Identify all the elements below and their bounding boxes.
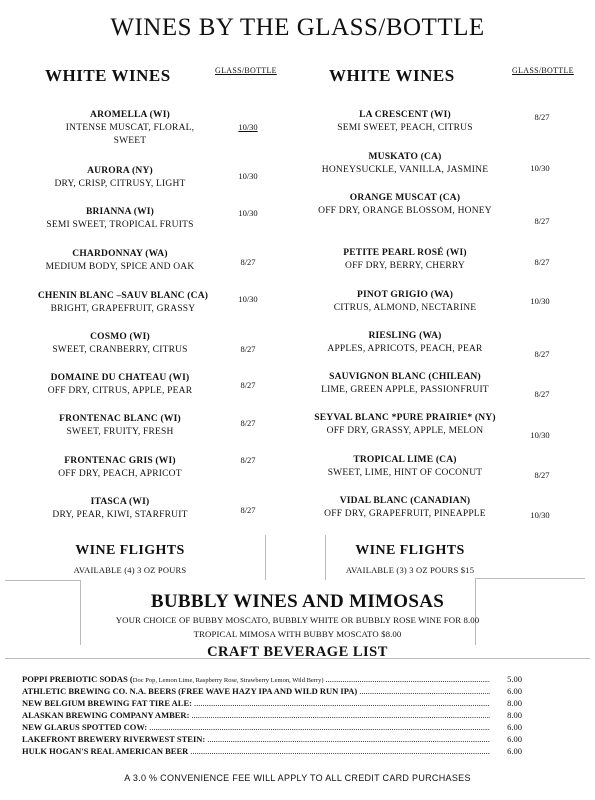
wine-description: OFF DRY, PEACH, APRICOT (58, 469, 182, 479)
wine-name: AROMELLA (WI) (90, 110, 170, 120)
wine-description: OFF DRY, GRASSY, APPLE, MELON (326, 426, 484, 436)
wine-price: 8/27 (534, 389, 550, 399)
wine-price: 10/30 (238, 122, 258, 132)
leader-dots (194, 698, 490, 710)
wine-item (290, 495, 520, 521)
beverage-price: 6.00 (507, 722, 522, 732)
beverage-price: 5.00 (507, 674, 522, 684)
beverage-price: 6.00 (507, 746, 522, 756)
wine-description: HONEYSUCKLE, VANILLA, JASMINE (321, 165, 489, 175)
right-flight-description: AVAILABLE (3) 3 OZ POURS $15 (345, 565, 475, 575)
wine-description: SEMI SWEET, PEACH, CITRUS (337, 123, 473, 133)
wine-description: APPLES, APRICOTS, PEACH, PEAR (327, 344, 483, 354)
wine-price: 10/30 (238, 171, 258, 181)
wine-price: 8/27 (240, 418, 256, 428)
wine-name: CHENIN BLANC –SAUV BLANC (CA) (37, 291, 209, 301)
wine-price: 10/30 (238, 294, 258, 304)
bubbly-line-1: YOUR CHOICE OF BUBBY MOSCATO, BUBBLY WHITE OR BUBBLY ROSE WINE FOR 8.00 (115, 615, 480, 625)
left-flight-heading: WINE FLIGHTS (75, 543, 185, 558)
wine-item (5, 455, 235, 481)
wine-item (290, 109, 520, 135)
wine-price: 8/27 (240, 344, 256, 354)
wine-name: DOMAINE DU CHATEAU (WI) (50, 373, 190, 383)
wine-item (5, 165, 235, 191)
wine-item (0, 290, 246, 316)
wine-description: SWEET, FRUITY, FRESH (66, 427, 174, 437)
page-title: WINES BY THE GLASS/BOTTLE (110, 14, 485, 41)
beverage-name: POPPI PREBIOTIC SODAS ( (22, 674, 133, 684)
beverage-row (22, 698, 522, 710)
wine-name: TROPICAL LIME (CA) (353, 455, 457, 465)
wine-item (5, 413, 235, 439)
wine-name: VIDAL BLANC (CANADIAN) (339, 496, 471, 506)
wine-name: MUSKATO (CA) (368, 152, 442, 162)
wine-price: 8/27 (534, 216, 550, 226)
wine-name: BRIANNA (WI) (85, 207, 155, 217)
beverage-name: NEW GLARUS SPOTTED COW: (22, 722, 148, 732)
leader-dots (191, 710, 490, 722)
wine-name: SEYVAL BLANC *PURE PRAIRIE* (NY) (314, 413, 496, 423)
wine-item (290, 289, 520, 315)
wine-price: 8/27 (240, 380, 256, 390)
wine-item (5, 496, 235, 522)
wine-description: OFF DRY, ORANGE BLOSSOM, HONEY (318, 206, 492, 216)
wine-item (20, 109, 240, 148)
wine-item (285, 412, 525, 438)
leader-dots (359, 686, 490, 698)
beverage-name: LAKEFRONT BREWERY RIVERWEST STEIN: (22, 734, 206, 744)
wine-item (5, 331, 235, 357)
wine-price: 8/27 (240, 505, 256, 515)
wine-name: FRONTENAC GRIS (WI) (64, 456, 176, 466)
beverage-row (22, 686, 522, 698)
bubbly-heading: BUBBLY WINES AND MIMOSAS (150, 591, 445, 612)
wine-description: BRIGHT, GRAPEFRUIT, GRASSY (50, 304, 196, 314)
wine-name: PINOT GRIGIO (WA) (356, 290, 454, 300)
leader-dots (149, 722, 490, 734)
wine-item (290, 247, 520, 273)
wine-price: 8/27 (240, 257, 256, 267)
left-price-header: GLASS/BOTTLE (215, 66, 277, 75)
wine-name: ITASCA (WI) (90, 497, 150, 507)
divider-line (475, 578, 585, 579)
right-price-header: GLASS/BOTTLE (512, 66, 574, 75)
wine-name: RIESLING (WA) (368, 331, 442, 341)
wine-name: SAUVIGNON BLANC (CHILEAN) (329, 372, 481, 382)
wine-description: OFF DRY, CITRUS, APPLE, PEAR (47, 386, 193, 396)
wine-price: 8/27 (240, 455, 256, 465)
right-flight-heading: WINE FLIGHTS (355, 543, 465, 558)
convenience-fee-notice: A 3.0 % CONVENIENCE FEE WILL APPLY TO ALL CREDIT CARD PURCHASES (124, 773, 471, 783)
divider-line (265, 535, 266, 580)
wine-item (290, 454, 520, 480)
beverage-price: 6.00 (507, 734, 522, 744)
wine-item (5, 372, 235, 398)
wine-item (290, 192, 520, 218)
wine-description: OFF DRY, GRAPEFRUIT, PINEAPPLE (324, 509, 486, 519)
beverage-price: 8.00 (507, 698, 522, 708)
beverage-price: 6.00 (507, 686, 522, 696)
beverage-row (22, 674, 522, 687)
leader-dots (326, 674, 490, 686)
wine-name: PETITE PEARL ROSÉ (WI) (343, 248, 467, 258)
bubbly-line-2: TROPICAL MIMOSA WITH BUBBY MOSCATO $8.00 (193, 629, 402, 639)
wine-description: INTENSE MUSCAT, FLORAL, SWEET (65, 123, 195, 146)
beverage-flavors: Doc Pop, Lemon Lime, Raspberry Rose, Strawberry Lemon, Wild Berry) (132, 677, 324, 684)
beverage-row (22, 734, 522, 746)
craft-heading: CRAFT BEVERAGE LIST (207, 644, 388, 660)
wine-description: DRY, PEAR, KIWI, STARFRUIT (52, 510, 188, 520)
wine-price: 10/30 (530, 430, 550, 440)
wine-item (5, 206, 235, 232)
wine-price: 8/27 (534, 112, 550, 122)
left-section-heading: WHITE WINES (45, 66, 171, 85)
right-section-heading: WHITE WINES (329, 66, 455, 85)
beverage-name: HULK HOGAN'S REAL AMERICAN BEER (22, 746, 189, 756)
wine-item (290, 330, 520, 356)
wine-price: 10/30 (238, 208, 258, 218)
wine-description: DRY, CRISP, CITRUSY, LIGHT (54, 179, 186, 189)
wine-name: FRONTENAC BLANC (WI) (59, 414, 181, 424)
wine-item (5, 248, 235, 274)
wine-description: CITRUS, ALMOND, NECTARINE (333, 303, 477, 313)
wine-price: 8/27 (534, 257, 550, 267)
wine-item (290, 371, 520, 397)
beverage-row (22, 710, 522, 722)
leader-dots (207, 734, 490, 746)
beverage-name: NEW BELGIUM BREWING FAT TIRE ALE: (22, 698, 192, 708)
wine-price: 10/30 (530, 163, 550, 173)
wine-price: 8/27 (534, 349, 550, 359)
wine-name: AURORA (NY) (87, 166, 153, 176)
wine-name: CHARDONNAY (WA) (72, 249, 168, 259)
wine-description: MEDIUM BODY, SPICE AND OAK (45, 262, 195, 272)
wine-price: 10/30 (530, 296, 550, 306)
wine-name: LA CRESCENT (WI) (359, 110, 451, 120)
leader-dots (190, 746, 490, 758)
beverage-row (22, 722, 522, 734)
beverage-row (22, 746, 522, 758)
wine-name: COSMO (WI) (90, 332, 150, 342)
beverage-name: ATHLETIC BREWING CO. N.A. BEERS (FREE WAVE HAZY IPA AND WILD RUN IPA) (22, 686, 358, 696)
wine-name: ORANGE MUSCAT (CA) (349, 193, 461, 203)
divider-line (325, 535, 326, 580)
left-flight-description: AVAILABLE (4) 3 OZ POURS (73, 565, 187, 575)
wine-description: LIME, GREEN APPLE, PASSIONFRUIT (321, 385, 489, 395)
wine-price: 8/27 (534, 470, 550, 480)
wine-price: 10/30 (530, 510, 550, 520)
wine-description: SWEET, CRANBERRY, CITRUS (52, 345, 188, 355)
wine-description: SWEET, LIME, HINT OF COCONUT (327, 468, 483, 478)
wine-description: OFF DRY, BERRY, CHERRY (345, 261, 465, 271)
divider-line (5, 580, 80, 581)
beverage-price: 8.00 (507, 710, 522, 720)
wine-item (290, 151, 520, 177)
wine-description: SEMI SWEET, TROPICAL FRUITS (46, 220, 194, 230)
beverage-name: ALASKAN BREWING COMPANY AMBER: (22, 710, 190, 720)
